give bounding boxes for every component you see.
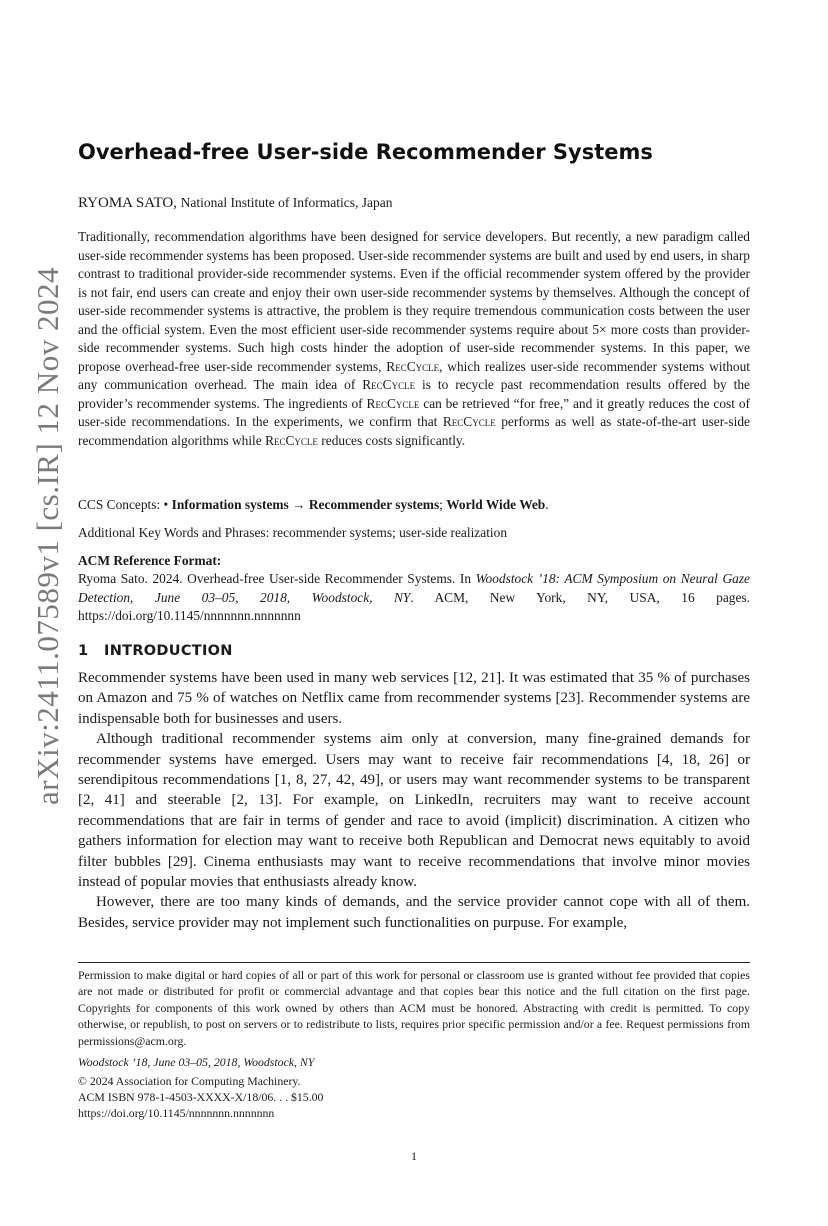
paragraph: Recommender systems have been used in many web services [12, 21]. It was estimated that 35 % of purchases on Amazon and 75 % of watches on Netflix came from recommender systems [23]. Recommender systems are indispensable both for businesses and users. [78,670,750,727]
introduction-body [78,668,750,933]
acm-reference-post: . ACM, New York, NY, USA, 16 pages. https://doi.org/10.1145/nnnnnnn.nnnnnnn [78,589,750,623]
ccs-arrow: → [292,497,306,512]
abstract-text-2: , which realizes user-side recommender systems without any communication overhead. The main idea of [78,358,750,392]
paragraph: However, there are too many kinds of demands, and the service provider cannot cope with all of them. Besides, service provider may not implement such functionalities on purpuse. For example, [78,894,750,931]
author-line [78,195,393,212]
page-number: 1 [411,1149,417,1163]
ccs-concept-b: Recommender systems [308,497,440,512]
ccs-concept-c: World Wide Web [446,497,546,512]
acm-reference-heading: ACM Reference Format: [78,553,222,568]
arxiv-stamp [26,241,70,831]
abstract [78,228,750,450]
system-name: RecCycle [442,414,496,429]
footnote-isbn: ACM ISBN 978-1-4503-XXXX-X/18/06. . . $15.00 [78,1090,324,1104]
abstract-text-6: reduces costs significantly. [321,432,466,448]
keywords: Additional Key Words and Phrases: recommender systems; user-side realization [78,525,508,540]
footnote-venue: Woodstock ’18, June 03–05, 2018, Woodstock, NY [78,1055,315,1069]
ccs-concept-a: Information systems [171,497,289,512]
paper-title: Overhead-free User-side Recommender Systems [78,140,653,164]
acm-reference-pre: Ryoma Sato. 2024. Overhead-free User-side Recommender Systems. In [78,571,472,586]
acm-reference-venue: Woodstock ’18: ACM Symposium on Neural Gaze Detection, June 03–05, 2018, Woodstock, NY [78,571,750,605]
paragraph: Although traditional recommender systems aim only at conversion, many fine-grained demands for recommender systems have emerged. Users may want to receive fair recommendations [4, 18, 26] or serendipitous recommendations [1, 8, 27, 42, 49], or users may want recommender systems to be transparent [2, 41] and steerable [2, 13]. For example, on LinkedIn, recruiters may want to receive account recommendations that are fair in terms of gender and race to avoid (implicit) discrimination. A citizen who gathers information for election may want to receive both Republican and Democrat news equitably to avoid filter bubbles [29]. Cinema enthusiasts may want to receive recommendations that involve minor movies instead of popular movies that enthusiasts already know. [78,731,750,891]
author-affiliation: National Institute of Informatics, Japan [180,195,393,210]
abstract-text-4: can be retrieved “for free,” and it greatly reduces the cost of user-side recommendations. In the experiments, we confirm that [78,395,750,429]
ccs-concepts [78,496,750,515]
footnote-rule [78,962,750,963]
abstract-text-5: performs as well as state-of-the-art user-side recommendation algorithms while [78,414,750,448]
footnote-doi: https://doi.org/10.1145/nnnnnnn.nnnnnnn [78,1106,275,1120]
section-heading [78,643,750,659]
section-title: INTRODUCTION [104,643,233,659]
system-name: RecCycle [265,432,318,448]
system-name: RecCycle [362,377,416,392]
acm-reference-text [78,570,750,626]
section-number: 1 [78,643,89,659]
arxiv-stamp-text: arXiv:2411.07589v1 [cs.IR] 12 Nov 2024 [30,267,65,805]
ccs-separator: ; [439,497,443,512]
ccs-end: . [545,497,549,512]
system-name: RecCycle [386,358,440,374]
abstract-text-3: is to recycle past recommendation results offered by the provider’s recommender systems. The ingredients of [78,377,750,411]
footnote-copyright: © 2024 Association for Computing Machinery. [78,1074,301,1088]
author-name: RYOMA SATO, [78,195,177,211]
ccs-prefix: CCS Concepts: • [78,497,169,512]
abstract-text-1: Traditionally, recommendation algorithms have been designed for service developers. But recently, a new paradigm called user-side recommender systems has been proposed. User-side recommender systems are built and used by end users, in sharp contrast to traditional provider-side recommender systems. Even if the official recommender system offered by the provider is not fair, end users can create and enjoy their own user-side recommender systems by themselves. Although the concept of user-side recommender systems is attractive, the problem is they require tremendous communication costs between the user and the official system. Even the most efficient user-side recommender systems require about 5× more costs than provider-side recommender systems. Such high costs hinder the adoption of user-side recommender systems. In this paper, we propose overhead-free user-side recommender systems, [78,229,750,374]
permission-notice: Permission to make digital or hard copies of all or part of this work for personal or classroom use is granted without fee provided that copies are not made or distributed for profit or commercial advantage and that copies bear this notice and the full citation on the first page. Copyrights for components of this work owned by others than ACM must be honored. Abstracting with credit is permitted. To copy otherwise, or republish, to post on servers or to redistribute to lists, requires prior specific permission and/or a fee. Request permissions from permissions@acm.org. [78,968,750,1048]
system-name: RecCycle [366,395,420,411]
